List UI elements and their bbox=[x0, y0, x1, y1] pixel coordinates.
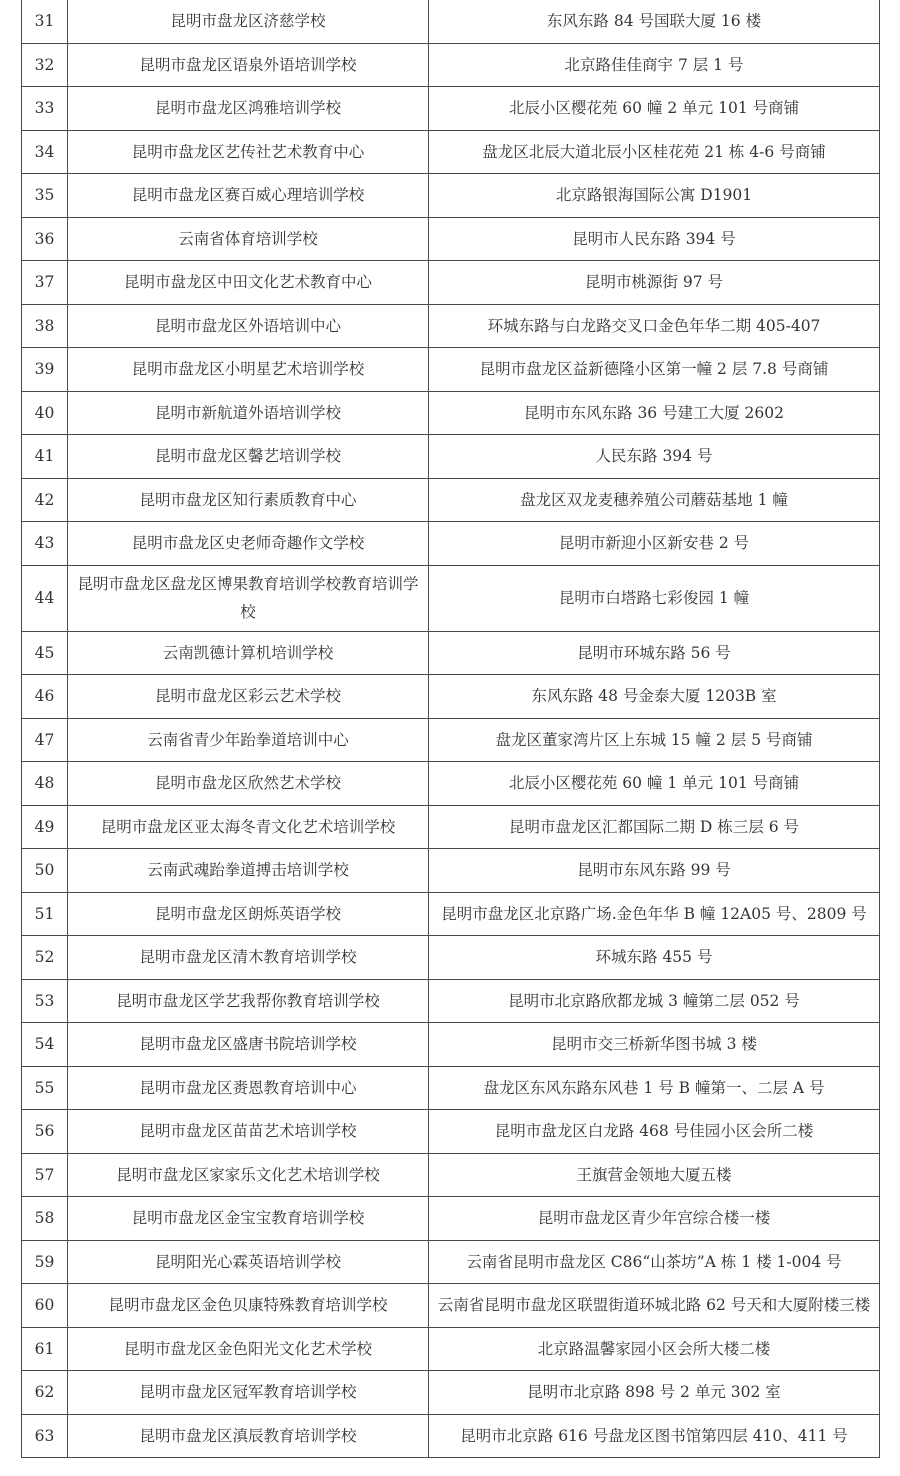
row-number: 51 bbox=[22, 892, 68, 936]
table-row bbox=[22, 0, 880, 43]
row-number: 59 bbox=[22, 1240, 68, 1284]
school-address: 云南省昆明市盘龙区联盟街道环城北路 62 号天和大厦附楼三楼 bbox=[429, 1284, 880, 1328]
row-number: 33 bbox=[22, 87, 68, 131]
school-name: 昆明市新航道外语培训学校 bbox=[68, 391, 429, 435]
row-number: 52 bbox=[22, 936, 68, 980]
school-name: 昆明市盘龙区亚太海冬青文化艺术培训学校 bbox=[68, 805, 429, 849]
school-name: 昆明市盘龙区外语培训中心 bbox=[68, 304, 429, 348]
row-number: 53 bbox=[22, 979, 68, 1023]
table-row bbox=[22, 1023, 880, 1067]
row-number: 60 bbox=[22, 1284, 68, 1328]
row-number: 61 bbox=[22, 1327, 68, 1371]
table-row bbox=[22, 892, 880, 936]
table-row bbox=[22, 936, 880, 980]
table-row bbox=[22, 304, 880, 348]
row-number: 39 bbox=[22, 348, 68, 392]
row-number: 31 bbox=[22, 0, 68, 43]
school-address: 盘龙区东风东路东风巷 1 号 B 幢第一、二层 A 号 bbox=[429, 1066, 880, 1110]
school-address: 王旗营金领地大厦五楼 bbox=[429, 1153, 880, 1197]
row-number: 57 bbox=[22, 1153, 68, 1197]
school-address: 昆明市东风东路 99 号 bbox=[429, 849, 880, 893]
school-address: 盘龙区双龙麦穗养殖公司蘑菇基地 1 幢 bbox=[429, 478, 880, 522]
school-name: 昆明市盘龙区彩云艺术学校 bbox=[68, 675, 429, 719]
school-name: 昆明市盘龙区中田文化艺术教育中心 bbox=[68, 261, 429, 305]
school-name: 昆明市盘龙区苗苗艺术培训学校 bbox=[68, 1110, 429, 1154]
school-name: 昆明市盘龙区济慈学校 bbox=[68, 0, 429, 43]
school-registry-table bbox=[21, 0, 880, 1458]
row-number: 50 bbox=[22, 849, 68, 893]
table-row bbox=[22, 261, 880, 305]
table-row bbox=[22, 675, 880, 719]
table-row bbox=[22, 979, 880, 1023]
table-row bbox=[22, 478, 880, 522]
school-address: 昆明市人民东路 394 号 bbox=[429, 217, 880, 261]
school-name: 昆明阳光心霖英语培训学校 bbox=[68, 1240, 429, 1284]
school-name: 昆明市盘龙区盘龙区博果教育培训学校教育培训学校 bbox=[68, 565, 429, 631]
school-address: 昆明市盘龙区益新德隆小区第一幢 2 层 7.8 号商铺 bbox=[429, 348, 880, 392]
table-row bbox=[22, 174, 880, 218]
table-row bbox=[22, 391, 880, 435]
school-name: 云南省体育培训学校 bbox=[68, 217, 429, 261]
school-address: 云南省昆明市盘龙区 C86“山茶坊”A 栋 1 楼 1-004 号 bbox=[429, 1240, 880, 1284]
row-number: 43 bbox=[22, 522, 68, 566]
school-name: 昆明市盘龙区冠军教育培训学校 bbox=[68, 1371, 429, 1415]
table-row bbox=[22, 43, 880, 87]
school-address: 昆明市北京路 616 号盘龙区图书馆第四层 410、411 号 bbox=[429, 1414, 880, 1458]
table-row bbox=[22, 762, 880, 806]
row-number: 32 bbox=[22, 43, 68, 87]
school-address: 北辰小区樱花苑 60 幢 2 单元 101 号商铺 bbox=[429, 87, 880, 131]
school-name: 昆明市盘龙区家家乐文化艺术培训学校 bbox=[68, 1153, 429, 1197]
table-row bbox=[22, 1240, 880, 1284]
school-address: 北辰小区樱花苑 60 幢 1 单元 101 号商铺 bbox=[429, 762, 880, 806]
school-name: 云南凯德计算机培训学校 bbox=[68, 631, 429, 675]
school-name: 昆明市盘龙区欣然艺术学校 bbox=[68, 762, 429, 806]
school-name: 昆明市盘龙区知行素质教育中心 bbox=[68, 478, 429, 522]
school-address: 昆明市东风东路 36 号建工大厦 2602 bbox=[429, 391, 880, 435]
school-address: 昆明市盘龙区汇都国际二期 D 栋三层 6 号 bbox=[429, 805, 880, 849]
table-row bbox=[22, 1110, 880, 1154]
row-number: 47 bbox=[22, 718, 68, 762]
table-row bbox=[22, 1327, 880, 1371]
row-number: 44 bbox=[22, 565, 68, 631]
school-name: 昆明市盘龙区滇辰教育培训学校 bbox=[68, 1414, 429, 1458]
school-address: 盘龙区北辰大道北辰小区桂花苑 21 栋 4-6 号商铺 bbox=[429, 130, 880, 174]
table-row bbox=[22, 1153, 880, 1197]
table-row bbox=[22, 87, 880, 131]
school-name: 昆明市盘龙区史老师奇趣作文学校 bbox=[68, 522, 429, 566]
table-row bbox=[22, 805, 880, 849]
row-number: 45 bbox=[22, 631, 68, 675]
school-address: 人民东路 394 号 bbox=[429, 435, 880, 479]
table-row bbox=[22, 522, 880, 566]
school-address: 北京路温馨家园小区会所大楼二楼 bbox=[429, 1327, 880, 1371]
row-number: 42 bbox=[22, 478, 68, 522]
school-address: 昆明市盘龙区白龙路 468 号佳园小区会所二楼 bbox=[429, 1110, 880, 1154]
row-number: 40 bbox=[22, 391, 68, 435]
table-row bbox=[22, 130, 880, 174]
row-number: 41 bbox=[22, 435, 68, 479]
school-address: 昆明市盘龙区北京路广场.金色年华 B 幢 12A05 号、2809 号 bbox=[429, 892, 880, 936]
table-row bbox=[22, 565, 880, 631]
school-name: 昆明市盘龙区金宝宝教育培训学校 bbox=[68, 1197, 429, 1241]
row-number: 49 bbox=[22, 805, 68, 849]
school-name: 昆明市盘龙区清木教育培训学校 bbox=[68, 936, 429, 980]
table-row bbox=[22, 1066, 880, 1110]
school-name: 云南武魂跆拳道搏击培训学校 bbox=[68, 849, 429, 893]
row-number: 35 bbox=[22, 174, 68, 218]
school-address: 盘龙区董家湾片区上东城 15 幢 2 层 5 号商铺 bbox=[429, 718, 880, 762]
table-row bbox=[22, 1414, 880, 1458]
school-address: 昆明市新迎小区新安巷 2 号 bbox=[429, 522, 880, 566]
table-row bbox=[22, 217, 880, 261]
school-address: 昆明市北京路欣都龙城 3 幢第二层 052 号 bbox=[429, 979, 880, 1023]
school-name: 昆明市盘龙区赛百威心理培训学校 bbox=[68, 174, 429, 218]
table-row bbox=[22, 1284, 880, 1328]
row-number: 58 bbox=[22, 1197, 68, 1241]
table-row bbox=[22, 631, 880, 675]
school-address: 昆明市桃源街 97 号 bbox=[429, 261, 880, 305]
school-name: 昆明市盘龙区鸿雅培训学校 bbox=[68, 87, 429, 131]
school-name: 云南省青少年跆拳道培训中心 bbox=[68, 718, 429, 762]
school-name: 昆明市盘龙区盛唐书院培训学校 bbox=[68, 1023, 429, 1067]
school-address: 环城东路与白龙路交叉口金色年华二期 405-407 bbox=[429, 304, 880, 348]
school-address: 北京路银海国际公寓 D1901 bbox=[429, 174, 880, 218]
row-number: 46 bbox=[22, 675, 68, 719]
table-row bbox=[22, 348, 880, 392]
school-name: 昆明市盘龙区赉恩教育培训中心 bbox=[68, 1066, 429, 1110]
school-address: 昆明市交三桥新华图书城 3 楼 bbox=[429, 1023, 880, 1067]
school-address: 东风东路 84 号国联大厦 16 楼 bbox=[429, 0, 880, 43]
school-name: 昆明市盘龙区学艺我帮你教育培训学校 bbox=[68, 979, 429, 1023]
school-name: 昆明市盘龙区馨艺培训学校 bbox=[68, 435, 429, 479]
row-number: 62 bbox=[22, 1371, 68, 1415]
school-name: 昆明市盘龙区金色贝康特殊教育培训学校 bbox=[68, 1284, 429, 1328]
school-address: 环城东路 455 号 bbox=[429, 936, 880, 980]
school-address: 东风东路 48 号金泰大厦 1203B 室 bbox=[429, 675, 880, 719]
table-body bbox=[22, 0, 880, 1458]
school-address: 昆明市北京路 898 号 2 单元 302 室 bbox=[429, 1371, 880, 1415]
row-number: 38 bbox=[22, 304, 68, 348]
school-address: 昆明市白塔路七彩俊园 1 幢 bbox=[429, 565, 880, 631]
table-row bbox=[22, 435, 880, 479]
row-number: 34 bbox=[22, 130, 68, 174]
table-row bbox=[22, 718, 880, 762]
school-address: 昆明市环城东路 56 号 bbox=[429, 631, 880, 675]
table-row bbox=[22, 849, 880, 893]
school-address: 昆明市盘龙区青少年宫综合楼一楼 bbox=[429, 1197, 880, 1241]
school-name: 昆明市盘龙区金色阳光文化艺术学校 bbox=[68, 1327, 429, 1371]
row-number: 48 bbox=[22, 762, 68, 806]
row-number: 54 bbox=[22, 1023, 68, 1067]
table-row bbox=[22, 1371, 880, 1415]
row-number: 56 bbox=[22, 1110, 68, 1154]
school-name: 昆明市盘龙区语泉外语培训学校 bbox=[68, 43, 429, 87]
school-name: 昆明市盘龙区朗烁英语学校 bbox=[68, 892, 429, 936]
row-number: 63 bbox=[22, 1414, 68, 1458]
table-row bbox=[22, 1197, 880, 1241]
school-name: 昆明市盘龙区小明星艺术培训学校 bbox=[68, 348, 429, 392]
row-number: 55 bbox=[22, 1066, 68, 1110]
row-number: 36 bbox=[22, 217, 68, 261]
row-number: 37 bbox=[22, 261, 68, 305]
school-address: 北京路佳佳商宇 7 层 1 号 bbox=[429, 43, 880, 87]
school-name: 昆明市盘龙区艺传社艺术教育中心 bbox=[68, 130, 429, 174]
